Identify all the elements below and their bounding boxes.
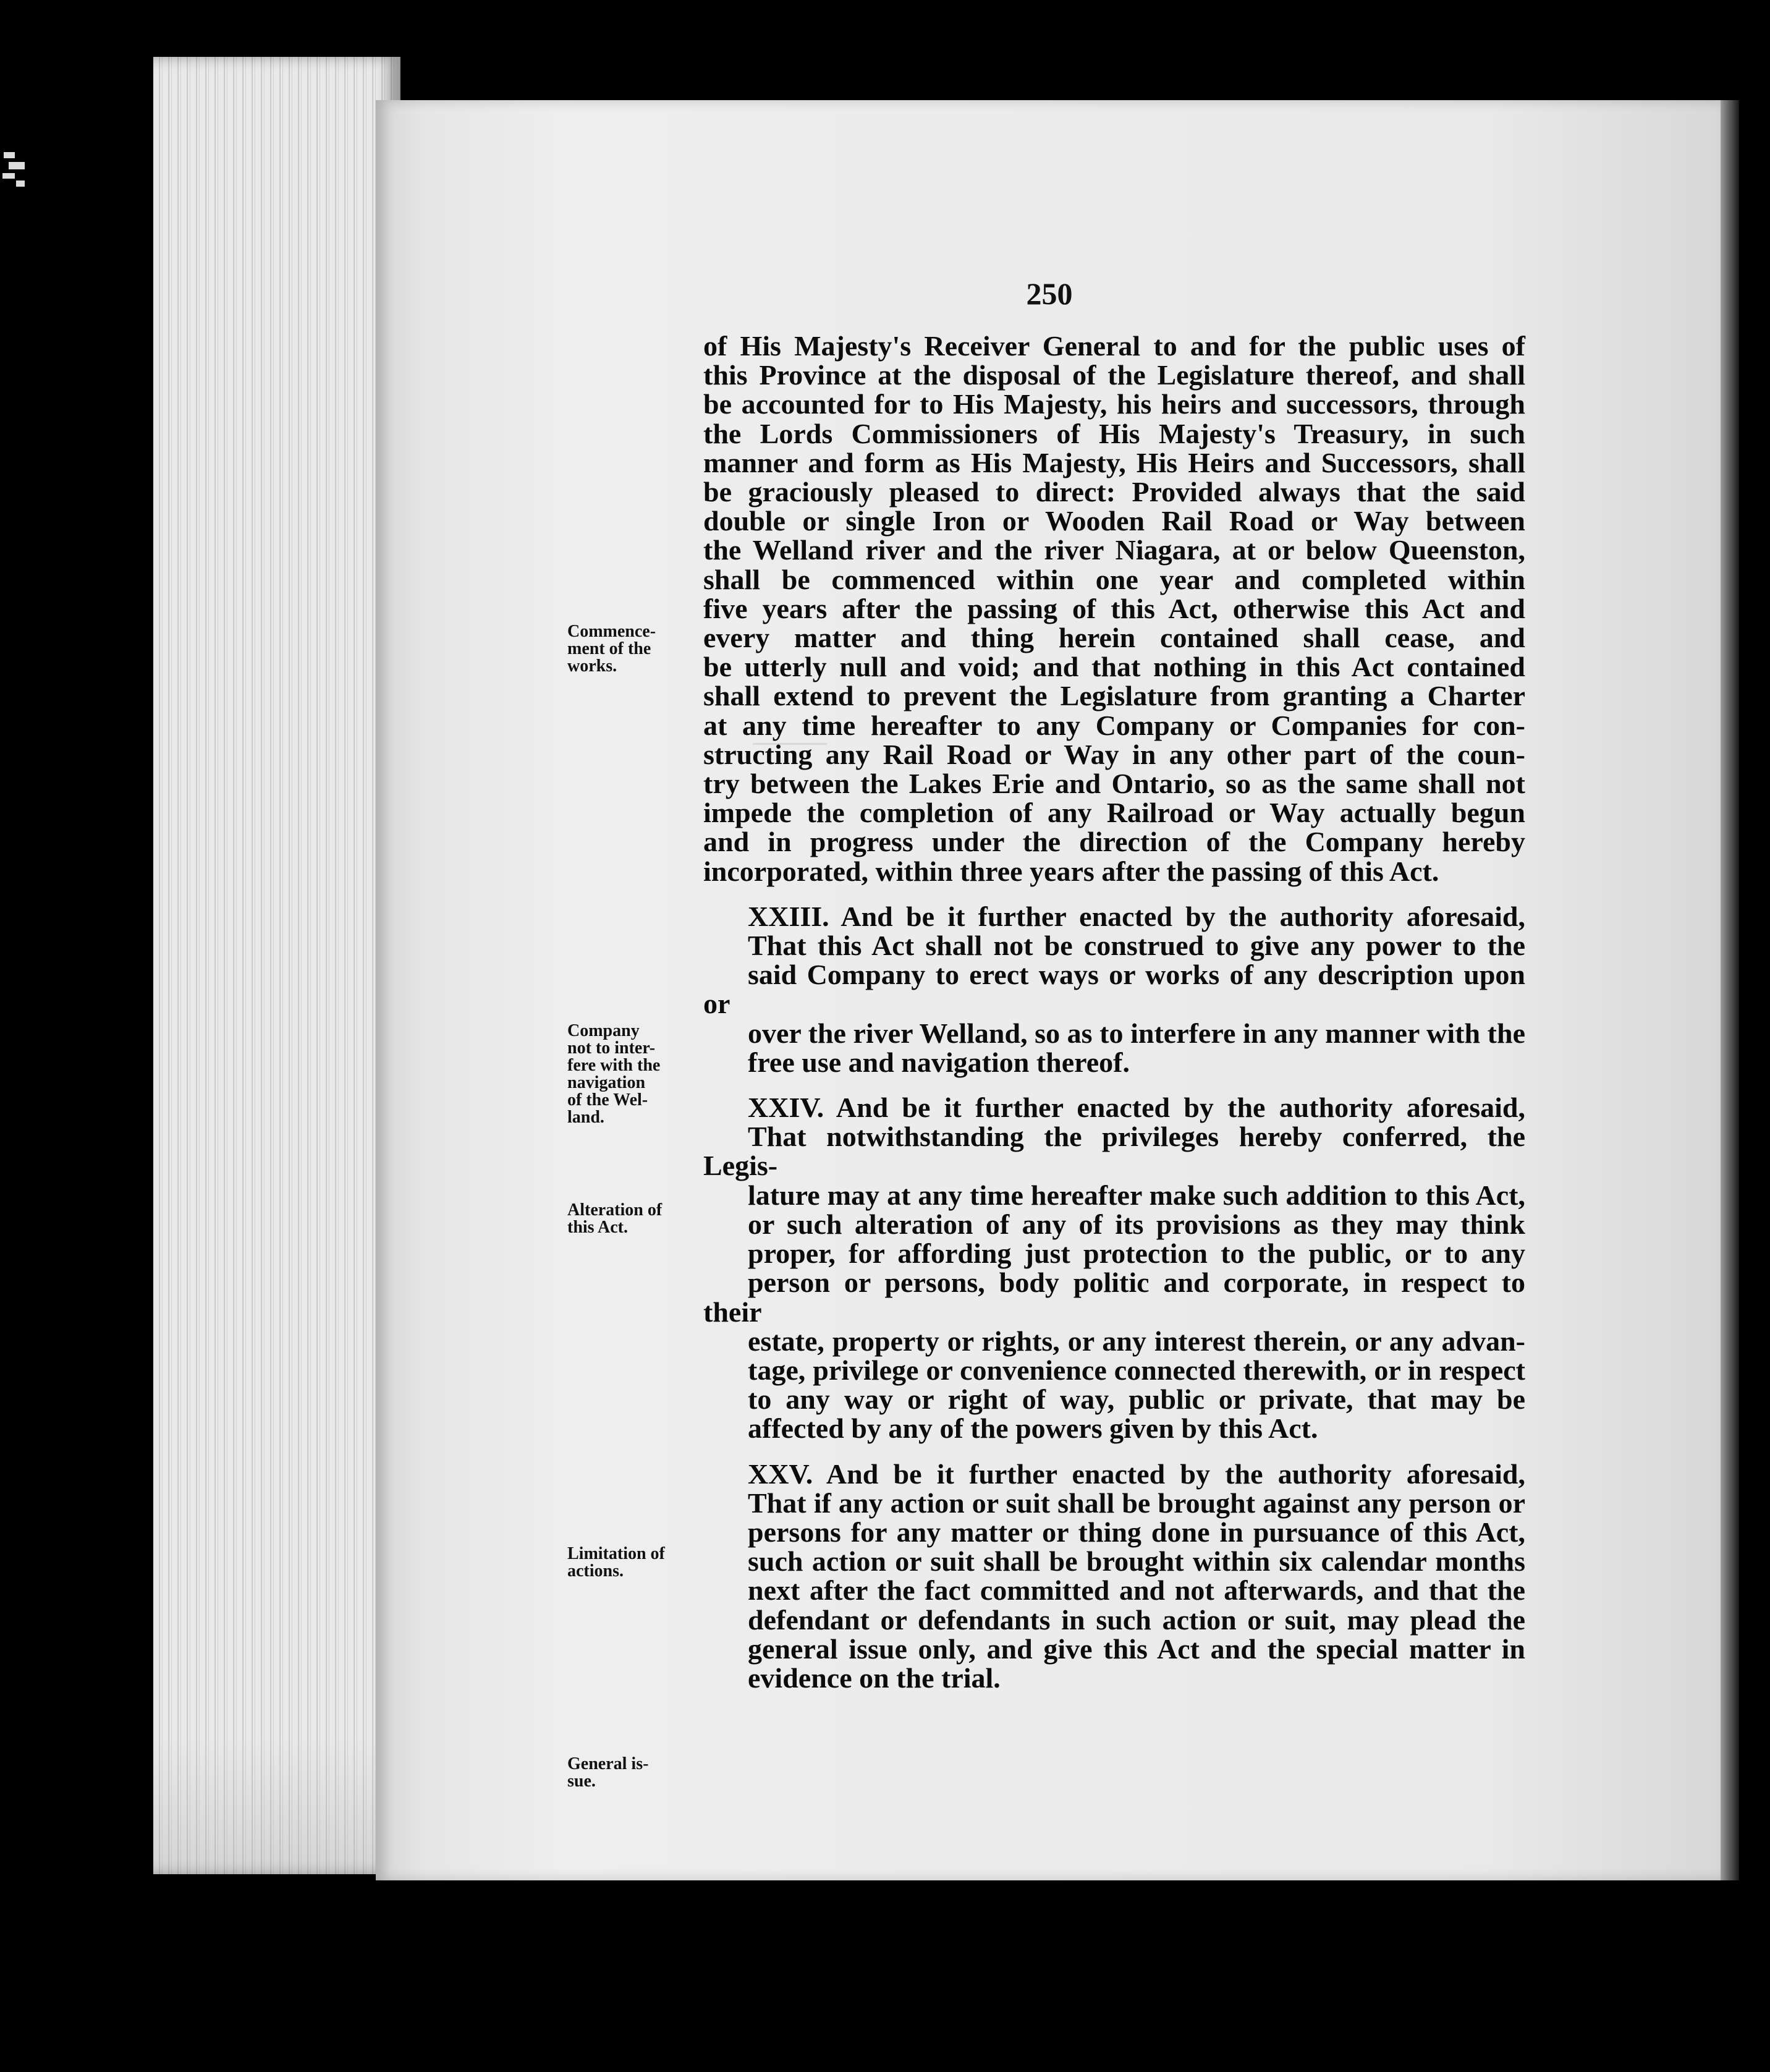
margin-note-line: navigation bbox=[567, 1073, 646, 1092]
margin-note-line: actions. bbox=[567, 1561, 624, 1581]
margin-note-commencement bbox=[567, 623, 708, 675]
text-line: That if any action or suit shall be brought against any person or bbox=[748, 1487, 1525, 1519]
margin-note-alteration bbox=[567, 1202, 708, 1236]
margin-note-limitation bbox=[567, 1545, 708, 1580]
body-text bbox=[703, 331, 1525, 1709]
margin-note-line: of the Wel- bbox=[567, 1090, 648, 1110]
margin-note-line: Commence- bbox=[567, 622, 656, 641]
margin-note-line: Alteration of bbox=[567, 1200, 663, 1220]
text-line: manner and form as His Majesty, His Heirs and Successors, shall bbox=[703, 446, 1525, 478]
text-line: be accounted for to His Majesty, his heirs and successors, through bbox=[703, 388, 1525, 420]
margin-note-line: ment of the bbox=[567, 639, 651, 658]
margin-note-line: Limitation of bbox=[567, 1544, 665, 1563]
text-line: be graciously pleased to direct: Provided always that the said bbox=[703, 476, 1525, 508]
text-line: tage, privilege or convenience connected therewith, or in respect bbox=[748, 1354, 1525, 1386]
text-line: XXV. And be it further enacted by the authority aforesaid, bbox=[748, 1458, 1525, 1490]
text-line: the Lords Commissioners of His Majesty's Treasury, in such bbox=[703, 417, 1525, 449]
text-line: of His Majesty's Receiver General to and for the public uses of bbox=[703, 330, 1525, 362]
text-line: next after the fact committed and not afterwards, and that the bbox=[748, 1574, 1525, 1607]
text-line: be utterly null and void; and that nothing in this Act contained bbox=[703, 651, 1525, 683]
text-line: XXIV. And be it further enacted by the authority aforesaid, bbox=[748, 1092, 1525, 1124]
text-line: person or persons, body politic and corporate, in respect to their bbox=[703, 1267, 1525, 1328]
text-line: shall be commenced within one year and completed within bbox=[703, 563, 1525, 595]
text-line: over the river Welland, so as to interfere in any manner with the bbox=[748, 1017, 1525, 1049]
film-edge-marks bbox=[0, 148, 27, 192]
page-edges bbox=[153, 57, 400, 1874]
page-gutter bbox=[1721, 100, 1739, 1880]
text-line: structing any Rail Road or Way in any other part of the coun- bbox=[703, 738, 1525, 770]
margin-note-line: sue. bbox=[567, 1772, 596, 1791]
text-line: such action or suit shall be brought within six calendar months bbox=[748, 1545, 1525, 1577]
margin-note-line: works. bbox=[567, 656, 617, 676]
text-line: incorporated, within three years after the passing of this Act. bbox=[703, 855, 1439, 887]
text-line: XXIII. And be it further enacted by the authority aforesaid, bbox=[748, 900, 1525, 932]
text-line: persons for any matter or thing done in pursuance of this Act, bbox=[748, 1516, 1525, 1548]
text-line: That this Act shall not be construed to give any power to the bbox=[748, 930, 1525, 962]
text-line: said Company to erect ways or works of any description upon or bbox=[703, 959, 1525, 1020]
text-line: affected by any of the powers given by this Act. bbox=[748, 1412, 1318, 1445]
text-line: general issue only, and give this Act and the special matter in bbox=[748, 1633, 1525, 1665]
margin-note-line: Company bbox=[567, 1021, 640, 1040]
text-line: double or single Iron or Wooden Rail Road or Way between bbox=[703, 505, 1525, 537]
margin-note-line: fere with the bbox=[567, 1056, 661, 1075]
text-line: five years after the passing of this Act, otherwise this Act and bbox=[703, 592, 1525, 624]
text-line: try between the Lakes Erie and Ontario, so as the same shall not bbox=[703, 768, 1525, 800]
text-line: evidence on the trial. bbox=[748, 1662, 1001, 1694]
text-line: That notwithstanding the privileges hereby conferred, the Legis- bbox=[703, 1121, 1525, 1182]
text-line: shall extend to prevent the Legislature from granting a Charter bbox=[703, 680, 1525, 712]
text-line: and in progress under the direction of the Company hereby bbox=[703, 826, 1525, 858]
margin-note-line: General is- bbox=[567, 1754, 649, 1773]
text-line: every matter and thing herein contained shall cease, and bbox=[703, 622, 1525, 654]
section-xxv bbox=[703, 1459, 1525, 1693]
text-line: proper, for affording just protection to the public, or to any bbox=[748, 1238, 1525, 1270]
text-line: lature may at any time hereafter make such addition to this Act, bbox=[748, 1179, 1525, 1211]
margin-note-company bbox=[567, 1022, 708, 1126]
text-line: at any time hereafter to any Company or Companies for con- bbox=[703, 709, 1525, 741]
text-line: estate, property or rights, or any interest therein, or any advan- bbox=[748, 1325, 1525, 1357]
margin-note-general-issue bbox=[567, 1756, 708, 1790]
text-line: or such alteration of any of its provisions as they may think bbox=[748, 1208, 1525, 1240]
text-line: impede the completion of any Railroad or Way actually begun bbox=[703, 797, 1525, 829]
text-line: free use and navigation thereof. bbox=[748, 1046, 1130, 1078]
section-xxiii bbox=[703, 902, 1525, 1077]
section-xxiv bbox=[703, 1093, 1525, 1443]
margin-note-line: this Act. bbox=[567, 1218, 628, 1237]
text-line: to any way or right of way, public or private, that may be bbox=[748, 1383, 1525, 1416]
text-line: this Province at the disposal of the Legislature thereof, and shall bbox=[703, 359, 1525, 391]
page-number: 250 bbox=[1026, 276, 1073, 311]
text-line: defendant or defendants in such action or suit, may plead the bbox=[748, 1603, 1525, 1636]
text-line: the Welland river and the river Niagara, at or below Queenston, bbox=[703, 534, 1525, 566]
margin-note-line: not to inter- bbox=[567, 1038, 656, 1058]
margin-note-line: land. bbox=[567, 1108, 604, 1127]
paragraph-continuation bbox=[703, 331, 1525, 886]
